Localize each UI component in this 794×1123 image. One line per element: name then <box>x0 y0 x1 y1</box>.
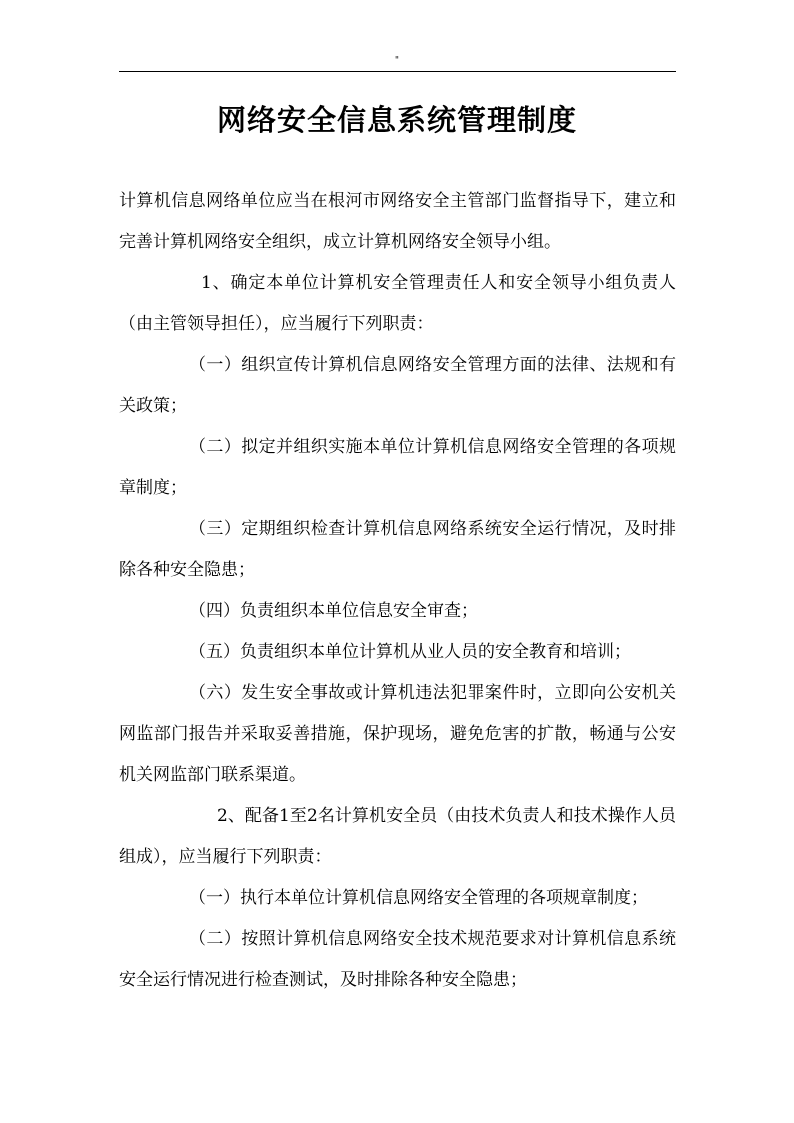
section-1-item-5: （五）负责组织本单位计算机从业人员的安全教育和培训； <box>189 642 631 662</box>
document-title: 网络安全信息系统管理制度 <box>216 103 577 137</box>
document-body <box>119 181 676 1001</box>
section-1-item-4: （四）负责组织本单位信息安全审查； <box>189 601 478 621</box>
section-1-heading: 1、确定本单位计算机安全管理责任人和安全领导小组负责人（由主管领导担任），应当履行下列职责： <box>119 273 676 334</box>
section-2-item-1: （一）执行本单位计算机信息网络安全管理的各项规章制度； <box>189 888 648 908</box>
section-2-heading: 2、配备1至2名计算机安全员（由技术负责人和技术操作人员组成），应当履行下列职责： <box>119 806 676 867</box>
header-mark: " <box>394 56 400 66</box>
section-2-item-2: （二）按照计算机信息网络安全技术规范要求对计算机信息系统安全运行情况进行检查测试，及时排除各种安全隐患； <box>119 929 676 990</box>
intro-paragraph: 计算机信息网络单位应当在根河市网络安全主管部门监督指导下，建立和完善计算机网络安全组织，成立计算机网络安全领导小组。 <box>119 191 676 252</box>
section-1-item-1: （一）组织宣传计算机信息网络安全管理方面的法律、法规和有关政策； <box>119 355 676 416</box>
section-1-item-2: （二）拟定并组织实施本单位计算机信息网络安全管理的各项规章制度； <box>119 437 676 498</box>
header-rule <box>119 71 676 72</box>
section-1-item-3: （三）定期组织检查计算机信息网络系统安全运行情况，及时排除各种安全隐患； <box>119 519 676 580</box>
section-1-item-6: （六）发生安全事故或计算机违法犯罪案件时，立即向公安机关网监部门报告并采取妥善措施，保护现场，避免危害的扩散，畅通与公安机关网监部门联系渠道。 <box>119 683 676 785</box>
